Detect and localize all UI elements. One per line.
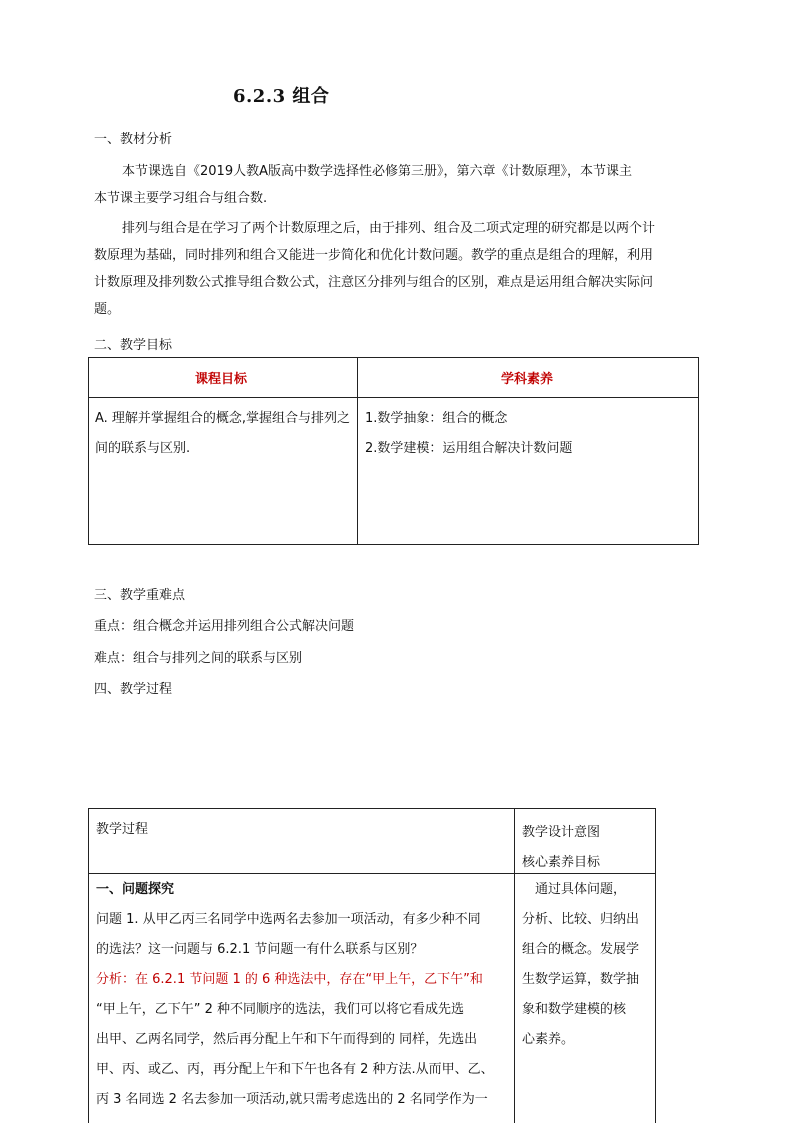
intent-header-line: 教学设计意图 — [522, 825, 601, 840]
intent-line: 象和数学建模的核 — [522, 1002, 627, 1017]
analysis-line: 丙 3 名同选 2 名去参加一项活动,就只需考虑选出的 2 名同学作为一 — [96, 1092, 488, 1107]
analysis-line: 甲、丙、或乙、丙，再分配上午和下午也各有 2 种方法.从而甲、乙、 — [96, 1062, 494, 1077]
intent-line: 分析、比较、归纳出 — [522, 912, 640, 927]
subsection-title: 一、问题探究 — [96, 882, 175, 897]
goals-table-header-row — [89, 358, 698, 398]
goals-cell-course: A. 理解并掌握组合的概念,掌握组合与排列之间的联系与区别. — [95, 411, 351, 456]
paragraph-line: 本节课选自《2019人教A版高中数学选择性必修第三册》，第六章《计数原理》，本节课主 — [122, 164, 632, 179]
section-heading-key-difficult: 三、教学重难点 — [94, 588, 186, 603]
intent-line: 心素养。 — [522, 1032, 575, 1047]
question-line: 问题 1. 从甲乙丙三名同学中选两名去参加一项活动，有多少种不同 — [96, 912, 481, 927]
paragraph-line: 本节课主要学习组合与组合数. — [94, 191, 268, 206]
intent-line: 生数学运算，数学抽 — [522, 972, 640, 987]
goals-cell-literacy — [365, 404, 695, 464]
process-table — [88, 808, 656, 1123]
section-heading-teaching-goals: 二、教学目标 — [94, 338, 173, 353]
goals-table — [88, 357, 699, 545]
analysis-line: 分析：在 6.2.1 节问题 1 的 6 种选法中，存在“甲上午，乙下午”和 — [96, 972, 483, 987]
table-divider — [514, 809, 515, 1123]
analysis-line: “甲上午，乙下午” 2 种不同顺序的选法，我们可以将它看成先选 — [96, 1002, 465, 1017]
process-cell-intent — [522, 875, 650, 1055]
paragraph-line: 数原理为基础，同时排列和组合又能进一步简化和优化计数问题。教学的重点是组合的理解，利用 — [94, 248, 654, 263]
paragraph-line: 题。 — [94, 302, 121, 317]
table-divider — [357, 358, 358, 544]
intent-line: 组合的概念。发展学 — [522, 942, 640, 957]
section-heading-textbook-analysis: 一、教材分析 — [94, 132, 173, 147]
process-cell-content — [96, 875, 510, 1115]
intent-header-line: 核心素养目标 — [522, 855, 601, 870]
analysis-line: 出甲、乙两名同学，然后再分配上午和下午而得到的 同样，先选出 — [96, 1032, 478, 1047]
goals-header-literacy: 学科素养 — [501, 372, 554, 387]
paragraph-source — [94, 158, 700, 212]
question-line: 的选法？这一问题与 6.2.1 节问题一有什么联系与区别？ — [96, 942, 424, 957]
process-header-process: 教学过程 — [96, 822, 149, 837]
goals-header-course: 课程目标 — [195, 372, 248, 387]
paragraph-line: 计数原理及排列数公式推导组合数公式，注意区分排列与组合的区别，难点是运用组合解决实际问 — [94, 275, 654, 290]
difficult-point-text: 难点：组合与排列之间的联系与区别 — [94, 651, 303, 666]
section-heading-teaching-process: 四、教学过程 — [94, 682, 173, 697]
literacy-item: 2.数学建模：运用组合解决计数问题 — [365, 441, 573, 456]
intent-line: 通过具体问题， — [522, 882, 627, 897]
paragraph-line: 排列与组合是在学习了两个计数原理之后，由于排列、组合及二项式定理的研究都是以两个计 — [122, 221, 656, 236]
literacy-item: 1.数学抽象：组合的概念 — [365, 411, 508, 426]
document-title: 6.2.3 组合 — [233, 86, 330, 107]
key-point-text: 重点：组合概念并运用排列组合公式解决问题 — [94, 619, 355, 634]
paragraph-overview — [94, 215, 700, 323]
process-header-intent — [522, 818, 600, 878]
